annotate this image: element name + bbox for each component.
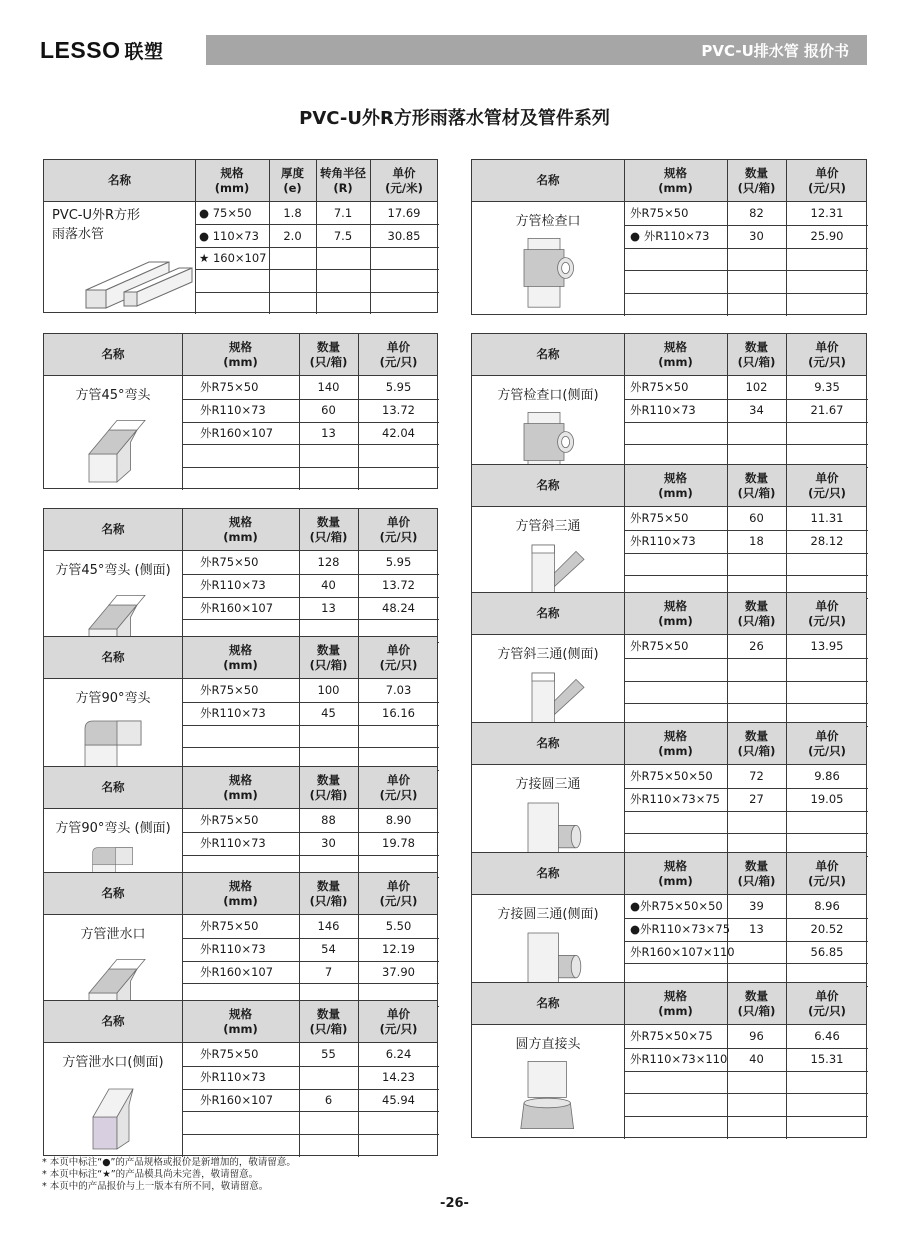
spec-cell: ● 110×73 xyxy=(199,228,259,243)
product-name: 方管检查口(侧面) xyxy=(497,388,599,403)
quantity-cell: 55 xyxy=(321,1047,336,1062)
price-cell xyxy=(786,422,868,445)
quantity-cell: 60 xyxy=(749,511,764,526)
quantity-cell: 26 xyxy=(749,639,764,654)
page-number: -26- xyxy=(440,1196,469,1211)
brand-logo xyxy=(40,37,163,64)
quantity-cell xyxy=(727,941,786,964)
radius-cell xyxy=(316,269,370,291)
spec-cell: 外R75×50 xyxy=(630,380,689,395)
right-fitting-table-6 xyxy=(471,982,867,1138)
quantity-cell xyxy=(727,270,786,293)
spec-cell: 外R75×50 xyxy=(200,380,259,395)
spec-cell: 外R75×50 xyxy=(200,919,259,934)
thickness-cell xyxy=(269,247,316,269)
spec-cell: 外R110×73×110 xyxy=(630,1052,728,1067)
quantity-cell xyxy=(299,467,358,490)
radius-cell xyxy=(316,247,370,269)
spec-cell xyxy=(624,270,727,293)
spec-cell: ★ 160×107 xyxy=(199,250,267,265)
header-quantity: 数量 (只/箱) xyxy=(737,728,776,758)
product-name: 方接圆三通 xyxy=(515,777,581,792)
header-price: 单价 (元/只) xyxy=(808,165,846,195)
header-spec: 规格 (mm) xyxy=(223,642,258,672)
quantity-cell: 34 xyxy=(749,403,764,418)
header-name: 名称 xyxy=(101,886,125,900)
price-cell: 13.72 xyxy=(382,578,415,593)
quantity-cell: 13 xyxy=(321,600,336,615)
spec-cell xyxy=(624,658,727,681)
header-name: 名称 xyxy=(101,780,125,794)
table-header xyxy=(44,160,437,202)
header-price: 单价 (元/只) xyxy=(808,988,846,1018)
price-cell xyxy=(370,269,438,291)
spec-cell: 外R75×50 xyxy=(200,555,259,570)
spec-cell: 外R75×50×50 xyxy=(630,769,713,784)
product-name: 方管检查口 xyxy=(515,214,581,229)
spec-cell xyxy=(624,553,727,576)
round-square-adapter-icon xyxy=(508,1055,588,1135)
header-spec: 规格 (mm) xyxy=(658,165,693,195)
price-cell: 15.31 xyxy=(810,1052,844,1067)
header-spec: 规格 (mm) xyxy=(223,878,258,908)
price-cell: 37.90 xyxy=(382,964,415,979)
thickness-cell: 1.8 xyxy=(283,206,302,221)
header-quantity: 数量 (只/箱) xyxy=(737,339,776,369)
quantity-cell: 6 xyxy=(324,1092,333,1107)
price-cell: 56.85 xyxy=(810,944,844,959)
square-pipe-icon xyxy=(84,250,194,312)
footnote-price-changed: * 本页中的产品报价与上一版本有所不同，敬请留意。 xyxy=(42,1181,269,1192)
quantity-cell xyxy=(299,1134,358,1157)
spec-cell xyxy=(624,248,727,271)
quantity-cell xyxy=(727,248,786,271)
header-price: 单价 (元/只) xyxy=(808,858,846,888)
quantity-cell xyxy=(727,1093,786,1116)
quantity-cell: 40 xyxy=(321,578,336,593)
spec-cell: 外R75×50 xyxy=(200,813,259,828)
price-cell: 6.46 xyxy=(814,1029,840,1044)
header-name: 名称 xyxy=(536,996,560,1010)
spec-cell xyxy=(182,467,299,490)
header-quantity: 数量 (只/箱) xyxy=(309,878,348,908)
radius-cell: 7.1 xyxy=(333,206,353,221)
quantity-cell: 88 xyxy=(321,813,336,828)
price-cell: 8.90 xyxy=(385,813,412,828)
header-spec: 规格 (mm) xyxy=(658,339,693,369)
header-price: 单价 (元/米) xyxy=(385,165,423,195)
header-price: 单价 (元/只) xyxy=(379,642,418,672)
quantity-cell xyxy=(299,1111,358,1134)
quantity-cell: 60 xyxy=(321,403,336,418)
quantity-cell: 13 xyxy=(749,922,764,937)
quantity-cell: 146 xyxy=(317,919,340,934)
spec-cell xyxy=(182,1134,299,1157)
header-price: 单价 (元/只) xyxy=(808,598,846,628)
spec-cell: 外R160×107 xyxy=(200,1092,274,1107)
spec-cell: 外R160×107 xyxy=(200,425,274,440)
spec-cell xyxy=(624,811,727,834)
quantity-cell: 39 xyxy=(749,899,764,914)
header-price: 单价 (元/只) xyxy=(379,514,418,544)
spec-cell: 外R75×50 xyxy=(200,683,259,698)
price-cell xyxy=(370,292,438,314)
footnote-mold-pending: * 本页中标注“★”的产品模具尚未完善，敬请留意。 xyxy=(42,1169,259,1180)
price-cell xyxy=(786,681,868,704)
quantity-cell xyxy=(727,1116,786,1139)
header-quantity: 数量 (只/箱) xyxy=(737,988,776,1018)
price-cell xyxy=(370,247,438,269)
spec-cell: 外R110×73 xyxy=(630,403,696,418)
spec-cell: 外R110×73 xyxy=(200,578,266,593)
quantity-cell xyxy=(299,725,358,748)
quantity-cell: 40 xyxy=(749,1052,764,1067)
table-header xyxy=(472,334,866,376)
price-cell xyxy=(786,1093,868,1116)
inspection-port-icon xyxy=(508,232,588,312)
price-cell: 7.03 xyxy=(385,683,412,698)
quantity-cell: 128 xyxy=(317,555,340,570)
spec-cell xyxy=(182,444,299,467)
spec-cell: 外R110×73 xyxy=(200,706,266,721)
price-cell xyxy=(786,811,868,834)
spec-cell: 外R160×107×110 xyxy=(630,944,735,959)
product-name: 方管45°弯头 xyxy=(75,388,151,403)
header-spec: 规格 (mm) xyxy=(223,1006,258,1036)
quantity-cell: 27 xyxy=(749,792,764,807)
quantity-cell xyxy=(727,681,786,704)
section-title: PVC-U排水管 报价书 xyxy=(701,42,849,60)
table-header xyxy=(44,509,437,551)
spec-cell xyxy=(182,725,299,748)
quantity-cell: 82 xyxy=(749,206,764,221)
header-thickness: 厚度 (e) xyxy=(281,165,304,195)
right-fitting-table-0 xyxy=(471,159,867,315)
quantity-cell: 13 xyxy=(321,425,336,440)
spec-cell xyxy=(195,269,269,291)
price-cell: 8.96 xyxy=(814,899,840,914)
header-quantity: 数量 (只/箱) xyxy=(309,1006,348,1036)
spec-cell: ● 75×50 xyxy=(199,206,252,221)
price-cell xyxy=(786,248,868,271)
header-spec: 规格 (mm) xyxy=(658,858,693,888)
header-quantity: 数量 (只/箱) xyxy=(309,339,348,369)
header-spec: 规格 (mm) xyxy=(658,470,693,500)
radius-cell: 7.5 xyxy=(333,228,353,243)
spec-cell: 外R110×73 xyxy=(200,942,266,957)
price-cell xyxy=(786,1071,868,1094)
quantity-cell xyxy=(727,811,786,834)
product-name: 方管45°弯头 (侧面) xyxy=(55,563,171,578)
spec-cell: 外R110×73×75 xyxy=(630,792,720,807)
spec-cell: 外R110×73 xyxy=(200,403,266,418)
header-quantity: 数量 (只/箱) xyxy=(737,165,776,195)
price-cell: 25.90 xyxy=(810,229,844,244)
price-cell: 12.31 xyxy=(810,206,844,221)
quantity-cell: 140 xyxy=(317,380,340,395)
price-cell: 19.05 xyxy=(810,792,844,807)
price-cell: 5.95 xyxy=(385,380,412,395)
price-cell: 5.50 xyxy=(385,919,412,934)
product-name: 方管90°弯头 xyxy=(75,691,151,706)
table-header xyxy=(472,853,866,895)
quantity-cell xyxy=(727,422,786,445)
quantity-cell: 72 xyxy=(749,769,764,784)
section-header-bar xyxy=(206,35,867,65)
price-cell: 12.19 xyxy=(382,942,415,957)
thickness-cell xyxy=(269,292,316,314)
spec-cell: 外R75×50×75 xyxy=(630,1029,713,1044)
price-cell: 48.24 xyxy=(382,600,415,615)
quantity-cell: 30 xyxy=(749,229,764,244)
spec-cell xyxy=(624,1093,727,1116)
header-price: 单价 (元/只) xyxy=(808,470,846,500)
price-cell xyxy=(358,467,439,490)
quantity-cell xyxy=(299,1066,358,1089)
product-name: 方管斜三通(侧面) xyxy=(497,647,599,662)
price-cell: 13.95 xyxy=(810,639,844,654)
logo-latin: LESSO xyxy=(40,37,121,63)
price-cell: 19.78 xyxy=(382,836,415,851)
header-name: 名称 xyxy=(536,478,560,492)
quantity-cell xyxy=(727,293,786,316)
header-spec: 规格 (mm) xyxy=(223,772,258,802)
header-price: 单价 (元/只) xyxy=(808,339,846,369)
quantity-cell: 54 xyxy=(321,942,336,957)
table-header xyxy=(472,593,866,635)
spec-cell: 外R110×73 xyxy=(200,1070,266,1085)
product-name: 方接圆三通(侧面) xyxy=(497,907,599,922)
product-name: 方管泄水口 xyxy=(80,927,146,942)
price-cell: 17.69 xyxy=(387,206,421,221)
spec-cell: 外R160×107 xyxy=(200,600,274,615)
price-cell: 45.94 xyxy=(382,1092,415,1107)
header-quantity: 数量 (只/箱) xyxy=(737,598,776,628)
table-header xyxy=(472,160,866,202)
header-quantity: 数量 (只/箱) xyxy=(737,858,776,888)
product-name: PVC-U外R方形 雨落水管 xyxy=(52,208,141,242)
price-cell: 5.95 xyxy=(385,555,412,570)
header-name: 名称 xyxy=(536,866,560,880)
header-spec: 规格 (mm) xyxy=(223,339,258,369)
header-quantity: 数量 (只/箱) xyxy=(737,470,776,500)
left-fitting-table-5 xyxy=(43,1000,438,1156)
price-cell xyxy=(358,1134,439,1157)
radius-cell xyxy=(316,292,370,314)
page-title: PVC-U外R方形雨落水管材及管件系列 xyxy=(299,108,610,129)
price-cell: 28.12 xyxy=(810,534,844,549)
pipe-price-table xyxy=(43,159,438,313)
price-cell xyxy=(358,444,439,467)
quantity-cell: 45 xyxy=(321,706,336,721)
spec-cell xyxy=(624,293,727,316)
header-spec: 规格 (mm) xyxy=(214,165,250,195)
price-cell: 13.72 xyxy=(382,403,415,418)
table-header xyxy=(44,1001,437,1043)
spec-cell: ●外R75×50×50 xyxy=(630,899,723,914)
footnote-new-item: * 本页中标注“●”的产品规格或报价是新增加的，敬请留意。 xyxy=(42,1157,296,1168)
price-cell: 9.86 xyxy=(814,769,840,784)
price-cell: 9.35 xyxy=(814,380,840,395)
price-cell: 16.16 xyxy=(382,706,415,721)
price-cell: 30.85 xyxy=(387,228,421,243)
spec-cell: 外R110×73 xyxy=(200,836,266,851)
product-name: 方管90°弯头 (侧面) xyxy=(55,821,171,836)
spec-cell: 外R110×73 xyxy=(630,534,696,549)
header-spec: 规格 (mm) xyxy=(223,514,258,544)
header-spec: 规格 (mm) xyxy=(658,988,693,1018)
header-quantity: 数量 (只/箱) xyxy=(309,514,348,544)
quantity-cell: 7 xyxy=(324,964,333,979)
spec-cell: ● 外R110×73 xyxy=(630,229,710,244)
table-header xyxy=(44,767,437,809)
header-name: 名称 xyxy=(101,347,125,361)
header-name: 名称 xyxy=(536,606,560,620)
header-radius: 转角半径 (R) xyxy=(320,165,366,195)
price-cell: 20.52 xyxy=(810,922,844,937)
price-cell: 21.67 xyxy=(810,403,844,418)
quantity-cell xyxy=(299,444,358,467)
left-fitting-table-0 xyxy=(43,333,438,489)
header-price: 单价 (元/只) xyxy=(379,339,418,369)
quantity-cell xyxy=(727,1071,786,1094)
header-name: 名称 xyxy=(536,173,560,187)
header-price: 单价 (元/只) xyxy=(379,772,418,802)
quantity-cell: 102 xyxy=(745,380,768,395)
logo-chinese: 联塑 xyxy=(124,41,164,63)
price-cell xyxy=(358,725,439,748)
table-header xyxy=(472,723,866,765)
header-spec: 规格 (mm) xyxy=(658,728,693,758)
quantity-cell: 100 xyxy=(317,683,340,698)
price-cell xyxy=(358,1111,439,1134)
table-header xyxy=(44,873,437,915)
quantity-cell: 18 xyxy=(749,534,764,549)
price-cell: 11.31 xyxy=(810,511,844,526)
quantity-cell: 96 xyxy=(749,1029,764,1044)
spec-cell: ●外R110×73×75 xyxy=(630,922,731,937)
thickness-cell xyxy=(269,269,316,291)
table-header xyxy=(472,983,866,1025)
product-name: 方管斜三通 xyxy=(515,519,581,534)
header-name: 名称 xyxy=(536,736,560,750)
table-header xyxy=(472,465,866,507)
spec-cell: 外R160×107 xyxy=(200,964,274,979)
quantity-cell xyxy=(727,553,786,576)
price-cell xyxy=(786,270,868,293)
header-name: 名称 xyxy=(101,522,125,536)
header-spec: 规格 (mm) xyxy=(658,598,693,628)
elbow-45-icon xyxy=(73,406,153,486)
spec-cell: 外R75×50 xyxy=(630,206,689,221)
spec-cell xyxy=(624,1116,727,1139)
price-cell xyxy=(786,658,868,681)
table-header xyxy=(44,334,437,376)
thickness-cell: 2.0 xyxy=(283,228,302,243)
drain-outlet-side-icon xyxy=(73,1073,153,1153)
spec-cell: 外R75×50 xyxy=(630,639,689,654)
header-price: 单价 (元/只) xyxy=(379,878,418,908)
price-cell xyxy=(786,293,868,316)
footnotes xyxy=(42,1157,296,1193)
quantity-cell xyxy=(727,658,786,681)
spec-cell xyxy=(182,1111,299,1134)
header-name: 名称 xyxy=(101,650,125,664)
header-name: 名称 xyxy=(108,173,131,187)
header-price: 单价 (元/只) xyxy=(808,728,846,758)
spec-cell xyxy=(624,422,727,445)
header-name: 名称 xyxy=(101,1014,125,1028)
header-quantity: 数量 (只/箱) xyxy=(309,772,348,802)
spec-cell xyxy=(195,292,269,314)
table-header xyxy=(44,637,437,679)
product-name: 方管泄水口(侧面) xyxy=(62,1055,164,1070)
spec-cell xyxy=(624,1071,727,1094)
header-price: 单价 (元/只) xyxy=(379,1006,418,1036)
spec-cell: 外R75×50 xyxy=(200,1047,259,1062)
price-cell xyxy=(786,1116,868,1139)
header-name: 名称 xyxy=(536,347,560,361)
price-cell: 6.24 xyxy=(385,1047,412,1062)
product-name: 圆方直接头 xyxy=(515,1037,581,1052)
price-cell xyxy=(786,553,868,576)
spec-cell xyxy=(624,681,727,704)
spec-cell: 外R75×50 xyxy=(630,511,689,526)
quantity-cell: 30 xyxy=(321,836,336,851)
header-quantity: 数量 (只/箱) xyxy=(309,642,348,672)
price-cell: 14.23 xyxy=(382,1070,415,1085)
price-cell: 42.04 xyxy=(382,425,415,440)
